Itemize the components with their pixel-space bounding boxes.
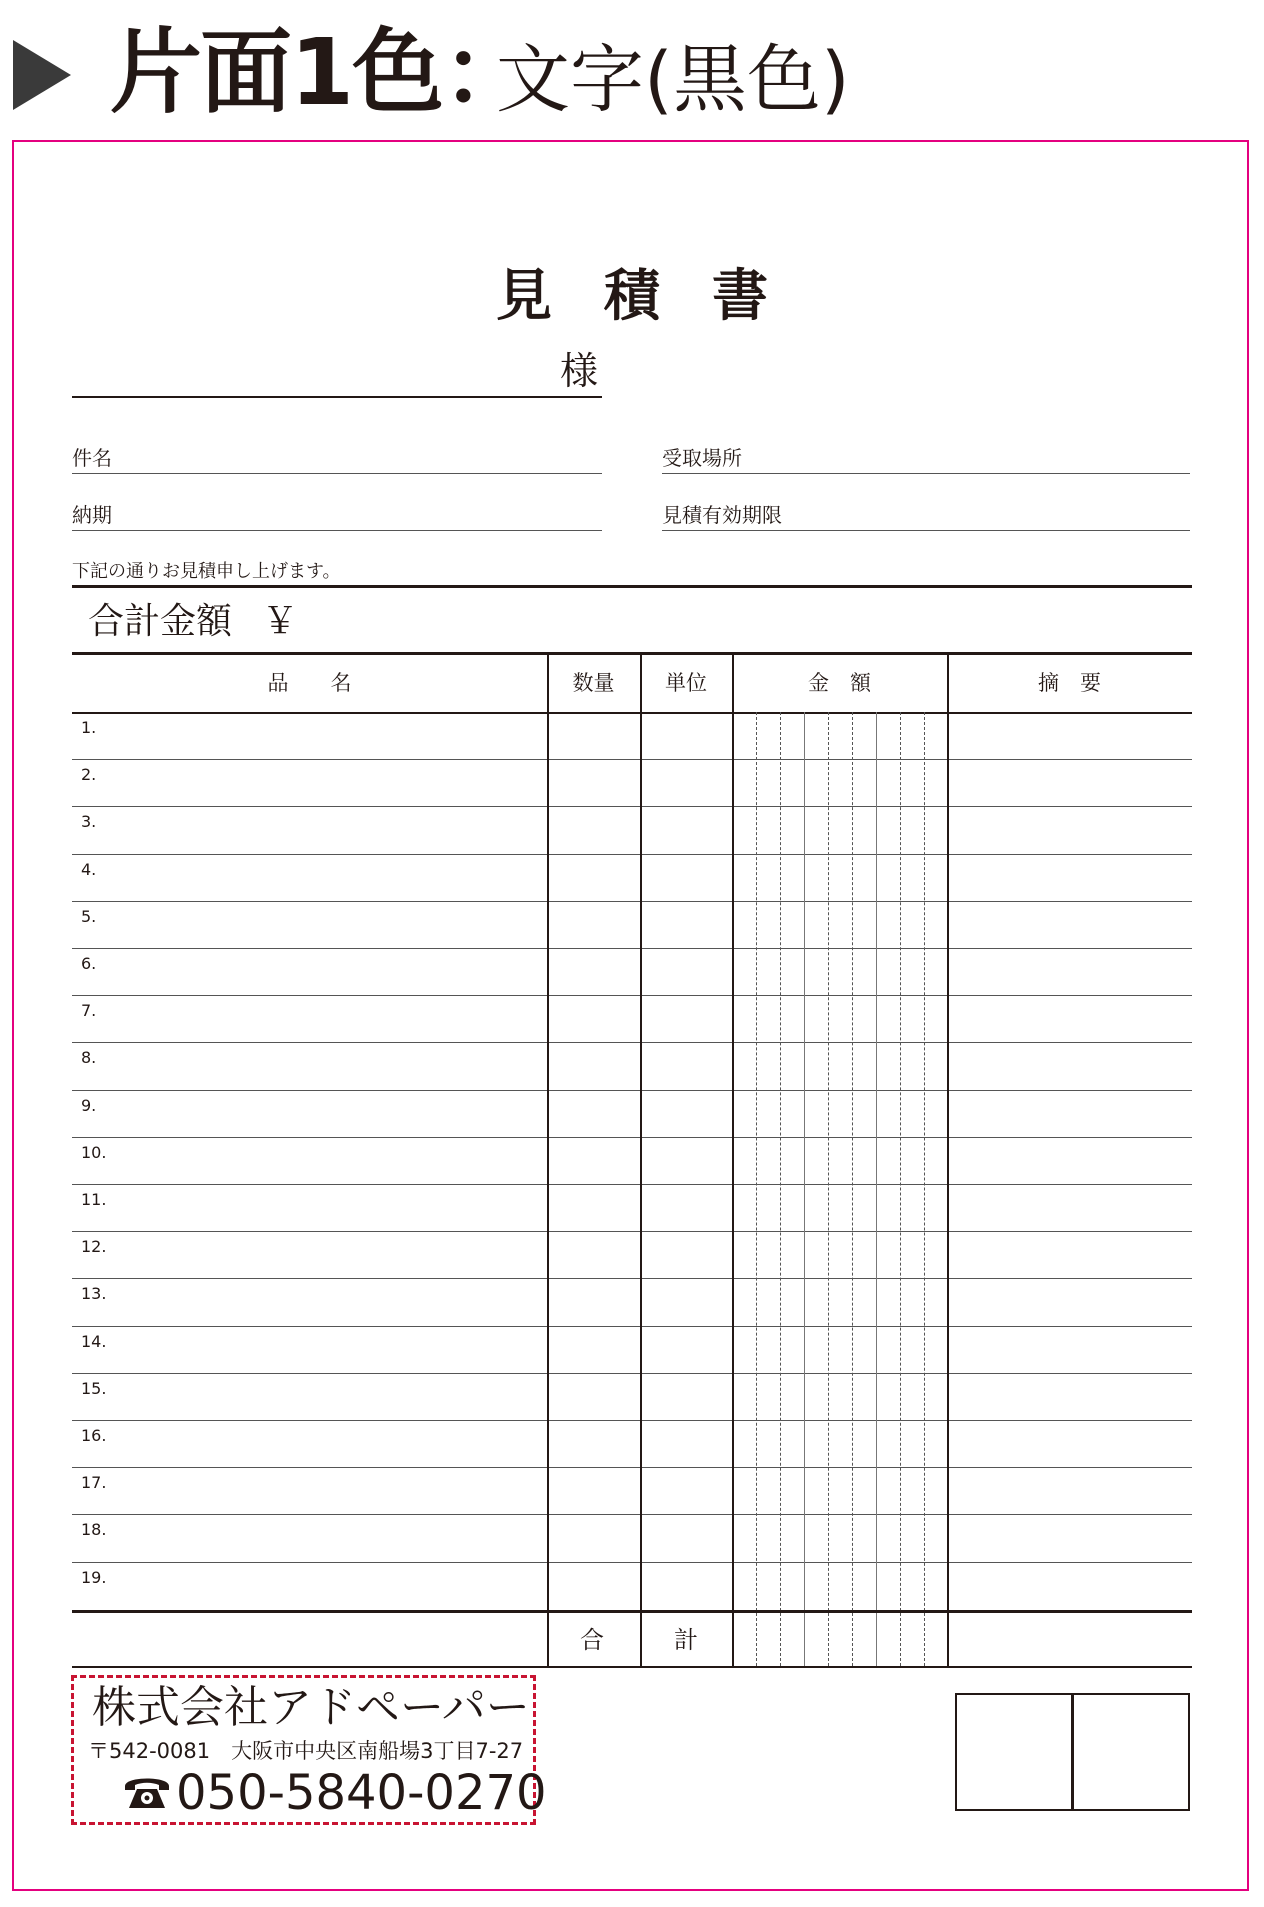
due-label: 納期 (72, 503, 112, 527)
table-row[interactable] (72, 712, 1192, 759)
row-number: 1. (81, 718, 97, 737)
amount-digit-divider (828, 712, 829, 1666)
subject-label: 件名 (72, 446, 112, 470)
row-number: 13. (81, 1284, 107, 1304)
row-number: 16. (81, 1426, 107, 1445)
due-field[interactable] (72, 530, 602, 531)
sum-row-border (72, 1610, 1192, 1613)
header-qty: 数量 (572, 671, 615, 695)
sum-label-right: 計 (674, 1626, 698, 1654)
divider (72, 585, 1192, 588)
amount-digit-divider (756, 712, 757, 1666)
header-title: 片面1色： (110, 19, 533, 126)
column-divider (547, 654, 549, 1666)
header-remarks: 摘 要 (1038, 671, 1101, 695)
amount-digit-divider (876, 712, 877, 1666)
total-amount-label: 合計金額 (88, 601, 233, 642)
row-number: 17. (81, 1473, 107, 1493)
seal-box-1 (955, 1693, 1073, 1811)
intro-note: 下記の通りお見積申し上げます。 (72, 561, 341, 582)
amount-digit-divider (804, 712, 805, 1666)
table-row[interactable] (72, 1467, 1192, 1514)
header-unit: 単位 (665, 671, 707, 695)
amount-digit-divider (924, 712, 925, 1666)
row-number: 9. (81, 1095, 97, 1115)
delivery-place-field[interactable] (662, 473, 1190, 474)
company-name: 株式会社アドペーパー (92, 1682, 530, 1733)
table-row[interactable] (72, 806, 1192, 853)
row-number: 15. (81, 1378, 107, 1398)
table-row[interactable] (72, 1326, 1192, 1373)
row-number: 3. (81, 812, 97, 832)
company-tel: 050-5840-0270 (176, 1765, 547, 1821)
column-divider (732, 654, 734, 1666)
table-row[interactable] (72, 1231, 1192, 1278)
table-row[interactable] (72, 1562, 1192, 1609)
row-number: 7. (81, 1001, 97, 1021)
table-row[interactable] (72, 1042, 1192, 1089)
row-number: 6. (81, 954, 97, 973)
seal-box-2 (1072, 1693, 1190, 1811)
row-number: 14. (81, 1331, 107, 1351)
table-row[interactable] (72, 854, 1192, 901)
row-number: 5. (81, 906, 97, 926)
row-number: 8. (81, 1048, 97, 1068)
table-row[interactable] (72, 1278, 1192, 1325)
recipient-field[interactable] (72, 396, 602, 398)
header-item: 品 名 (267, 671, 352, 695)
row-number: 12. (81, 1237, 107, 1257)
table-bottom-border (72, 1666, 1192, 1668)
table-row[interactable] (72, 1137, 1192, 1184)
subject-field[interactable] (72, 473, 602, 474)
yen-sign: ￥ (262, 601, 299, 642)
triangle-arrow-icon (13, 40, 71, 110)
column-divider (640, 654, 642, 1666)
table-row[interactable] (72, 948, 1192, 995)
honorific-label: 様 (560, 349, 599, 393)
table-row[interactable] (72, 1373, 1192, 1420)
row-number: 19. (81, 1567, 107, 1587)
validity-label: 見積有効期限 (662, 503, 782, 527)
table-row[interactable] (72, 759, 1192, 806)
table-row[interactable] (72, 1184, 1192, 1231)
table-row[interactable] (72, 995, 1192, 1042)
column-divider (947, 654, 949, 1666)
row-number: 10. (81, 1142, 107, 1162)
telephone-icon (122, 1772, 172, 1812)
company-address: 〒542-0081 大阪市中央区南船場3丁目7-27 (88, 1739, 524, 1763)
table-row[interactable] (72, 1514, 1192, 1561)
row-number: 11. (81, 1190, 107, 1209)
amount-digit-divider (852, 712, 853, 1666)
table-row[interactable] (72, 1420, 1192, 1467)
amount-digit-divider (780, 712, 781, 1666)
validity-field[interactable] (662, 530, 1190, 531)
sum-label-left: 合 (580, 1626, 604, 1654)
amount-digit-divider (900, 712, 901, 1666)
header-amount: 金 額 (808, 671, 871, 695)
header-subtitle: 文字(黒色) (496, 37, 850, 123)
row-number: 2. (81, 765, 97, 785)
form-title: 見積書 (496, 264, 820, 329)
table-row[interactable] (72, 901, 1192, 948)
row-number: 18. (81, 1520, 107, 1540)
table-row[interactable] (72, 1090, 1192, 1137)
row-number: 4. (81, 859, 97, 879)
delivery-place-label: 受取場所 (662, 446, 742, 470)
